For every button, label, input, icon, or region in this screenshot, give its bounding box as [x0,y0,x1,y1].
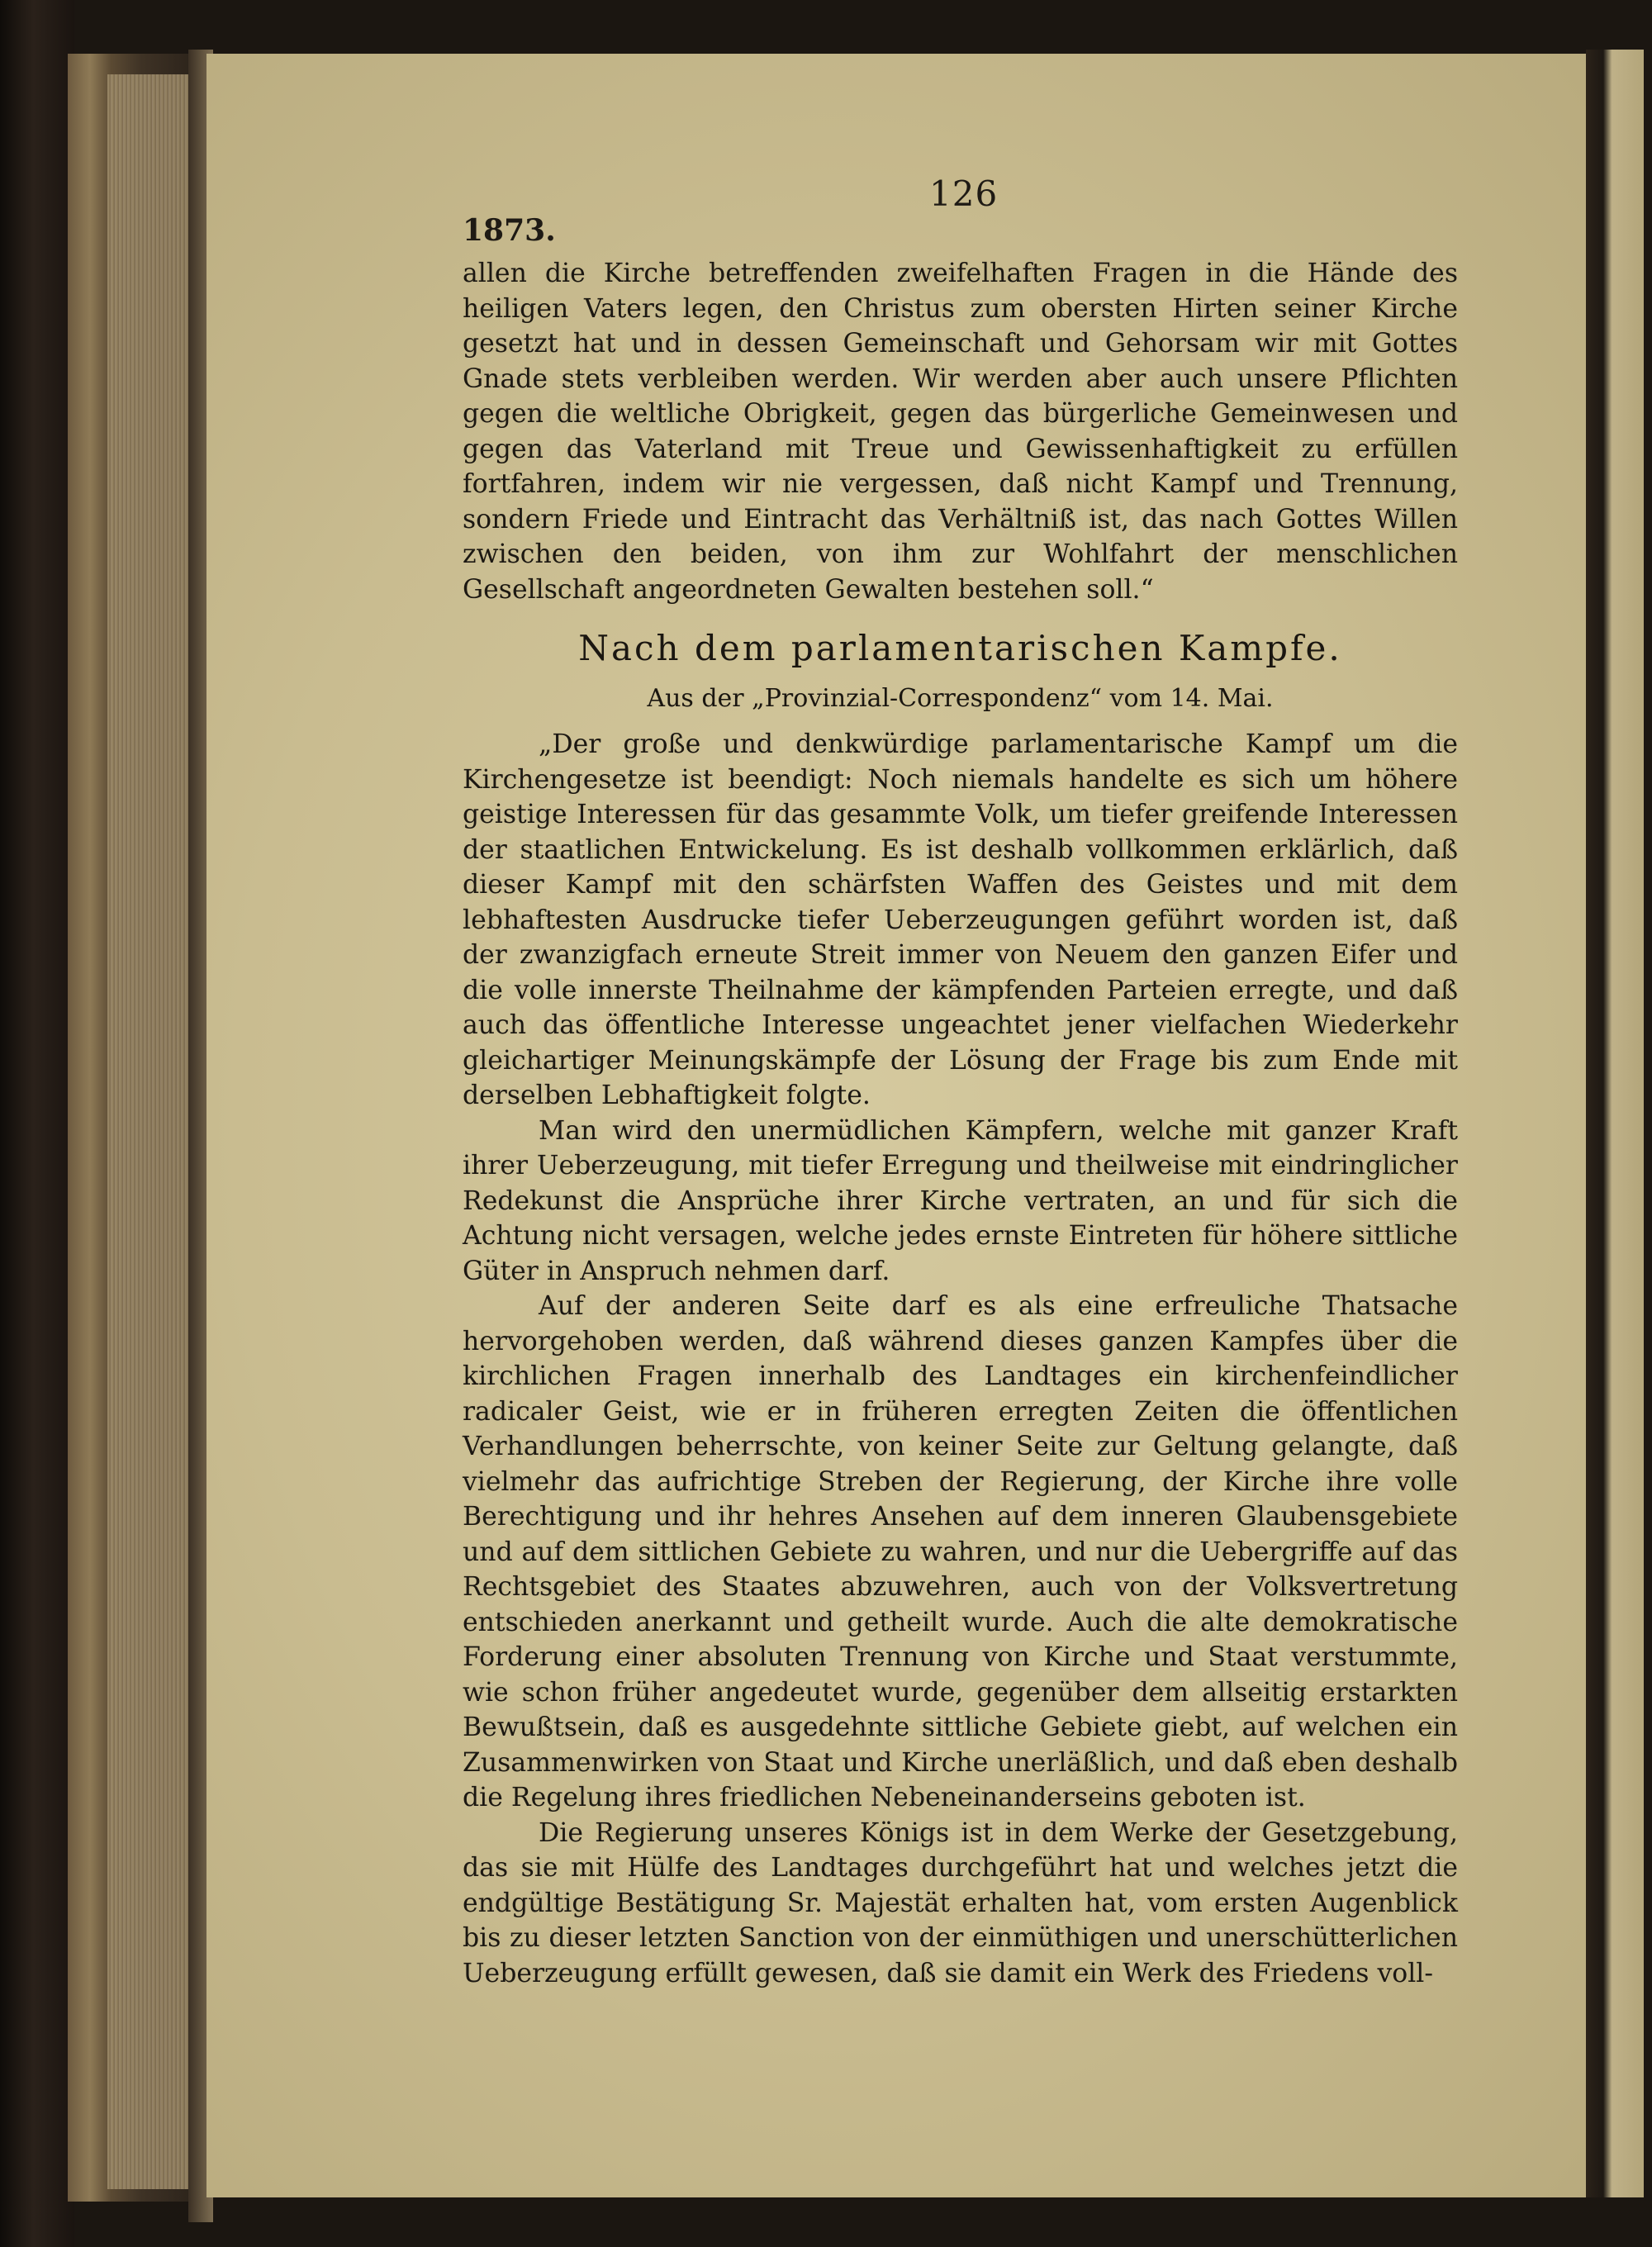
paragraph: Man wird den unermüdlichen Kämpfern, welche mit ganzer Kraft ihrer Ueberzeugung, mit tiefer Erregung und theilweise mit eindringlicher Redekunst die Ansprüche ihrer Kirche vertraten, an und für sich die Achtung nicht versagen, welche jedes ernste Eintreten für höhere sittliche Güter in Anspruch nehmen darf. [463,1115,1458,1286]
page-number: 126 [929,173,999,214]
section-source: Aus der „Provinzial-Correspondenz“ vom 14. Mai. [647,684,1274,713]
intro-text-block [463,256,1458,607]
intro-paragraph: allen die Kirche betreffenden zweifelhaften Fragen in die Hände des heiligen Vaters legen, den Christus zum obersten Hirten seiner Kirche gesetzt hat und in dessen Gemeinschaft und Gehorsam wir mit Gottes Gnade stets verbleiben werden. Wir werden aber auch unsere Pflichten gegen die weltliche Obrigkeit, gegen das bürgerliche Gemeinwesen und gegen das Vaterland mit Treue und Gewissenhaftigkeit zu erfüllen fortfahren, indem wir nie vergessen, daß nicht Kampf und Trennung, sondern Friede und Eintracht das Verhältniß ist, das nach Gottes Willen zwischen den beiden, von ihm zur Wohlfahrt der menschlichen Gesellschaft angeordneten Gewalten bestehen soll.“ [463,259,1458,605]
paragraph: Auf der anderen Seite darf es als eine erfreuliche Thatsache hervorgehoben werden, daß während dieses ganzen Kampfes über die kirchlichen Fragen innerhalb des Landtages ein kirchenfeindlicher radicaler Geist, wie er in früheren erregten Zeiten die öffentlichen Verhandlungen beherrschte, von keiner Seite zur Geltung gelangte, daß vielmehr das aufrichtige Streben der Regierung, der Kirche ihre volle Berechtigung und ihr hehres Ansehen auf dem inneren Glaubensgebiete und auf dem sittlichen Gebiete zu wahren, und nur die Uebergriffe auf das Rechtsgebiet des Staates abzuwehren, auch von der Volksvertretung entschieden anerkannt und getheilt wurde. Auch die alte demokratische Forderung einer absoluten Trennung von Kirche und Staat verstummte, wie schon früher angedeutet wurde, gegenüber dem allseitig erstarkten Bewußtsein, daß es ausgedehnte sittliche Gebiete giebt, auf welchen ein Zusammenwirken von Staat und Kirche unerläßlich, und daß eben deshalb die Regelung ihres friedlichen Nebeneinanderseins geboten ist. [463,1291,1458,1812]
paragraph: „Der große und denkwürdige parlamentarische Kampf um die Kirchengesetze ist beendigt: Noch niemals handelte es sich um höhere geistige Interessen für das gesammte Volk, um tiefer greifende Interessen der staatlichen Entwickelung. Es ist deshalb vollkommen erklärlich, daß dieser Kampf mit den schärfsten Waffen des Geistes und mit dem lebhaftesten Ausdrucke tiefer Ueberzeugungen geführt worden ist, daß der zwanzigfach erneute Streit immer von Neuem den ganzen Eifer und die volle innerste Theilnahme der kämpfenden Parteien erregte, und daß auch das öffentliche Interesse ungeachtet jener vielfachen Wiederkehr gleichartiger Meinungskämpfe der Lösung der Frage bis zum Ende mit derselben Lebhaftigkeit folgte. [463,729,1458,1110]
section-body [463,727,1458,1991]
page-stack-edge [107,74,198,2189]
section-title: Nach dem parlamentarischen Kampfe. [578,628,1342,668]
book-cover [0,0,74,2247]
paragraph: Die Regierung unseres Königs ist in dem Werke der Gesetzgebung, das sie mit Hülfe des Landtages durchgeführt hat und welches jetzt die endgültige Bestätigung Sr. Majestät erhalten hat, vom ersten Augenblick bis zu dieser letzten Sanction von der einmüthigen und unerschütterlichen Ueberzeugung erfüllt gewesen, daß sie damit ein Werk des Friedens voll- [463,1817,1458,1988]
facing-page-edge [1586,50,1644,2197]
running-year: 1873. [463,213,556,248]
